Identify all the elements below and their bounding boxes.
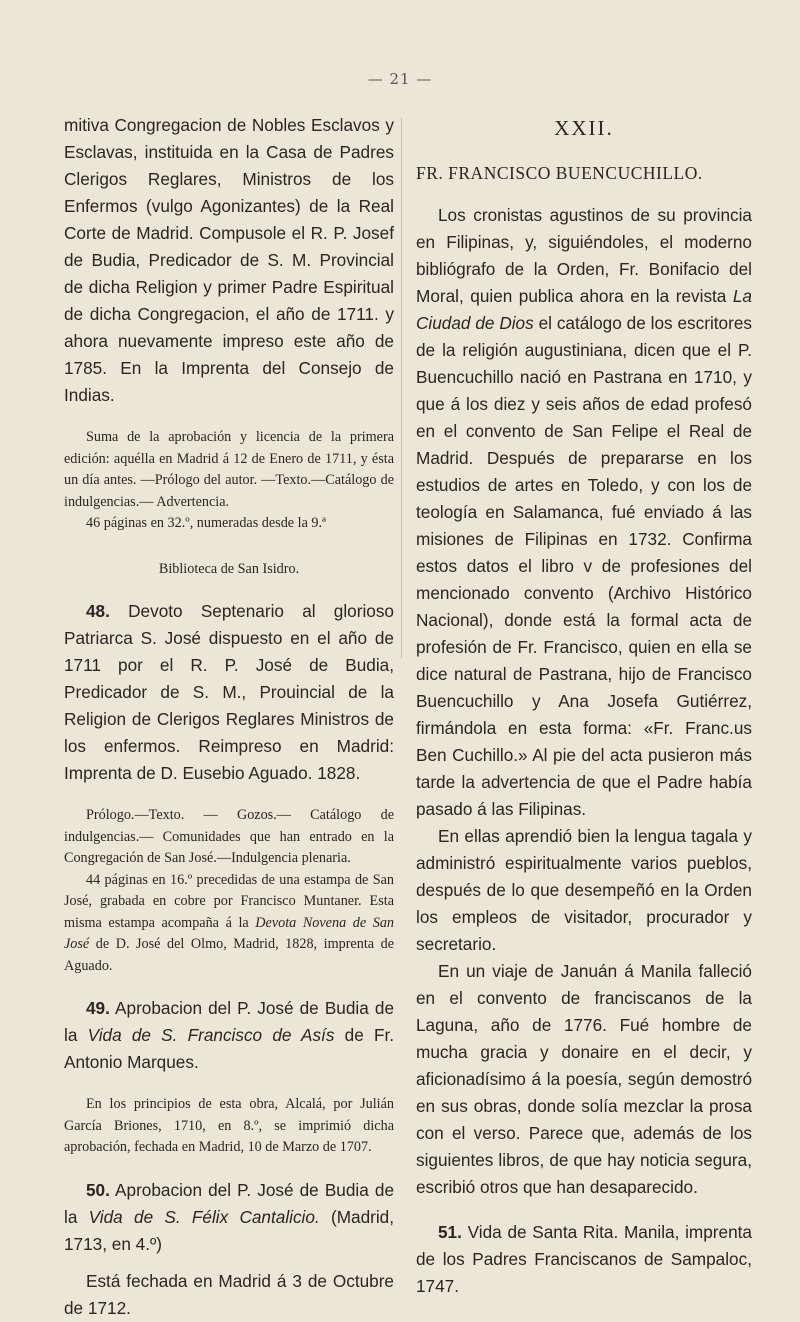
chapter-title: FR. FRANCISCO BUENCUCHILLO. bbox=[416, 163, 703, 183]
biography-paragraph-3: En un viaje de Januán á Manila falleció en el convento de franciscanos de la Laguna, año de 1776. Fué hombre de mucha gracia y donaire en el decir, y aficionadísimo á la poesía, según demostró en sus obras, donde solía mezclar la prosa con el verso. Parece que, además de los siguientes libros, de que hay noticia segura, escribió otros que han desaparecido. bbox=[416, 961, 752, 1197]
column-divider bbox=[401, 118, 402, 658]
entry-48: 48. Devoto Septenario al glorioso Patriarca S. José dispuesto en el año de 1711 por el R. P. José de Budia, Predicador de S. M., Prouincial de la Religion de Clerigos Reglares Ministros de los enfermos. Reimpreso en Madrid: Imprenta de D. Eusebio Aguado. 1828. bbox=[64, 601, 394, 783]
note-48-pages: 44 páginas en 16.º precedidas de una estampa de San José, grabada en cobre por Francisco Muntaner. Esta misma estampa acompaña á la Devota Novena de San José de D. José del Olmo, Madrid, 1828, imprenta de Aguado. bbox=[64, 871, 395, 974]
right-column bbox=[416, 112, 752, 1300]
left-column bbox=[64, 112, 394, 1322]
entry-49: 49. Aprobacion del P. José de Budia de la Vida de S. Francisco de Asís de Fr. Antonio Marques. bbox=[64, 998, 395, 1072]
note-pages: 46 páginas en 32.º, numeradas desde la 9.ª bbox=[86, 515, 326, 531]
note-48-contents: Prólogo.—Texto. — Gozos.— Catálogo de indulgencias.— Comunidades que han entrado en la Congregación de San José.—Indulgencia plenaria. bbox=[64, 807, 394, 866]
entry-number: 48. bbox=[86, 601, 110, 621]
entry-50: 50. Aprobacion del P. José de Budia de la Vida de S. Félix Cantalicio. (Madrid, 1713, en 4.º) bbox=[64, 1179, 395, 1254]
note-49: En los principios de esta obra, Alcalá, por Julián García Briones, 1710, en 8.º, se imprimió dicha aprobación, fechada en Madrid, 10 de Marzo de 1707. bbox=[64, 1096, 394, 1155]
biography-paragraph-1: Los cronistas agustinos de su provincia en Filipinas, y, siguiéndoles, el moderno bibliógrafo de la Orden, Fr. Bonifacio del Moral, quien publica ahora en la revista La Ciudad de Dios el catálogo de los escritores de la religión augustiniana, dicen que el P. Buencuchillo nació en Pastrana en 1710, y que á los diez y seis años de edad profesó en el convento de San Felipe el Real de Madrid. Después de prepararse en los estudios de artes en Toledo, y con los de teología en Salamanca, fué enviado á las misiones de Filipinas en 1732. Confirma estos datos el libro v de profesiones del mencionado convento (Archivo Histórico Nacional), donde está la formal acta de profesión de Fr. Francisco, quien en ella se dice natural de Pastrana, hijo de Francisco Buencuchillo y Ana Josefa Gutiérrez, firmándola en esta forma: «Fr. Franc.us Ben Cuchillo.» Al pie del acta pusieron más tarde la advertencia de que el Padre había pasado á las Filipinas. bbox=[416, 205, 752, 819]
entry-number: 50. bbox=[86, 1179, 110, 1200]
entry-number: 51. bbox=[438, 1222, 462, 1242]
chapter-number: XXII. bbox=[554, 116, 614, 140]
biography-paragraph-2: En ellas aprendió bien la lengua tagala y administró espiritualmente varios pueblos, después de lo que desempeñó en la Orden los empleos de visitador, procurador y secretario. bbox=[416, 826, 752, 954]
page-number: — 21 — bbox=[367, 70, 433, 88]
entry-51: 51. Vida de Santa Rita. Manila, imprenta de los Padres Franciscanos de Sampaloc, 1747. bbox=[416, 1222, 752, 1296]
entry-number: 49. bbox=[86, 998, 110, 1018]
note-approval: Suma de la aprobación y licencia de la primera edición: aquélla en Madrid á 12 de Enero de 1711, y ésta un día antes. —Prólogo del autor. —Texto.—Catálogo de indulgencias.— Advertencia. bbox=[64, 429, 394, 510]
note-50: Está fechada en Madrid á 3 de Octubre de 1712. bbox=[64, 1270, 394, 1318]
continuation-paragraph: mitiva Congregacion de Nobles Esclavos y Esclavas, instituida en la Casa de Padres Clerigos Reglares, Ministros de los Enfermos (vulgo Agonizantes) de la Real Corte de Madrid. Compusole el R. P. Josef de Budia, Predicador de S. M. Provincial de dicha Religion y primer Padre Espiritual de dicha Congregacion, el año de 1711. y ahora nuevamente impreso este año de 1785. En la Imprenta del Consejo de Indias. bbox=[64, 115, 394, 405]
library-credit: Biblioteca de San Isidro. bbox=[158, 560, 300, 577]
